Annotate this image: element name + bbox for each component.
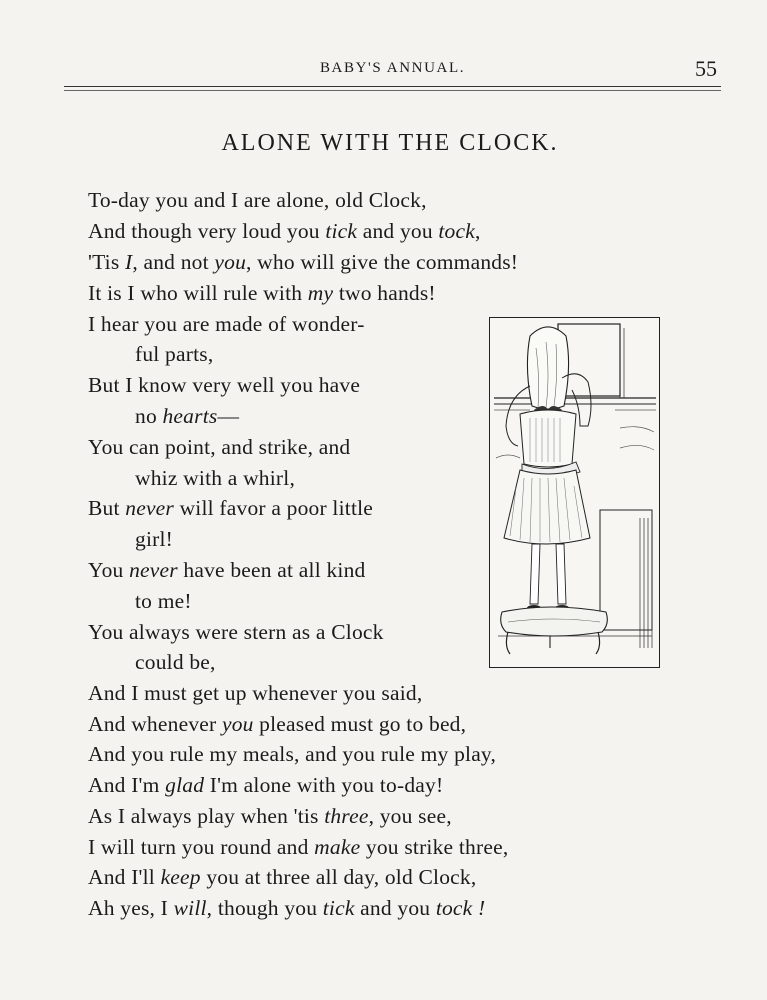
poem-line: And whenever you pleased must go to bed, [88,712,467,736]
poem-line: And I must get up whenever you said, [88,681,423,705]
poem-line: You always were stern as a Clock [88,620,384,644]
poem-line: Ah yes, I will, though you tick and you tock ! [88,896,486,920]
poem-line: no hearts— [135,404,240,428]
poem-line: I will turn you round and make you strike three, [88,835,509,859]
header-rule [64,90,721,91]
header-rule [64,86,721,87]
poem-line: could be, [135,650,216,674]
poem-line: And I'm glad I'm alone with you to-day! [88,773,444,797]
poem-line: And though very loud you tick and you tock, [88,219,481,243]
poem-line: But never will favor a poor little [88,496,374,520]
running-title: BABY'S ANNUAL. [319,60,466,76]
running-head [64,56,721,90]
poem-line: 'Tis I, and not you, who will give the commands! [88,250,519,274]
poem-line: You can point, and strike, and [88,435,351,459]
poem-title: ALONE WITH THE CLOCK. [221,130,559,156]
poem-line: ful parts, [135,342,214,366]
poem-line: But I know very well you have [88,373,361,397]
poem-line: And I'll keep you at three all day, old Clock, [88,865,477,889]
poem-line: girl! [135,527,174,551]
girl-at-clock-illustration [489,317,660,668]
poem-line: It is I who will rule with my two hands! [88,281,436,305]
poem-line: To-day you and I are alone, old Clock, [88,188,427,212]
poem-line: And you rule my meals, and you rule my play, [88,742,497,766]
page-number: 55 [695,56,717,81]
poem-line: whiz with a whirl, [135,466,296,490]
illustration-drawing [490,318,659,667]
poem-line: to me! [135,589,192,613]
poem-line: As I always play when 'tis three, you see, [88,804,452,828]
poem-line: I hear you are made of wonder- [88,312,365,336]
poem-line: You never have been at all kind [88,558,366,582]
